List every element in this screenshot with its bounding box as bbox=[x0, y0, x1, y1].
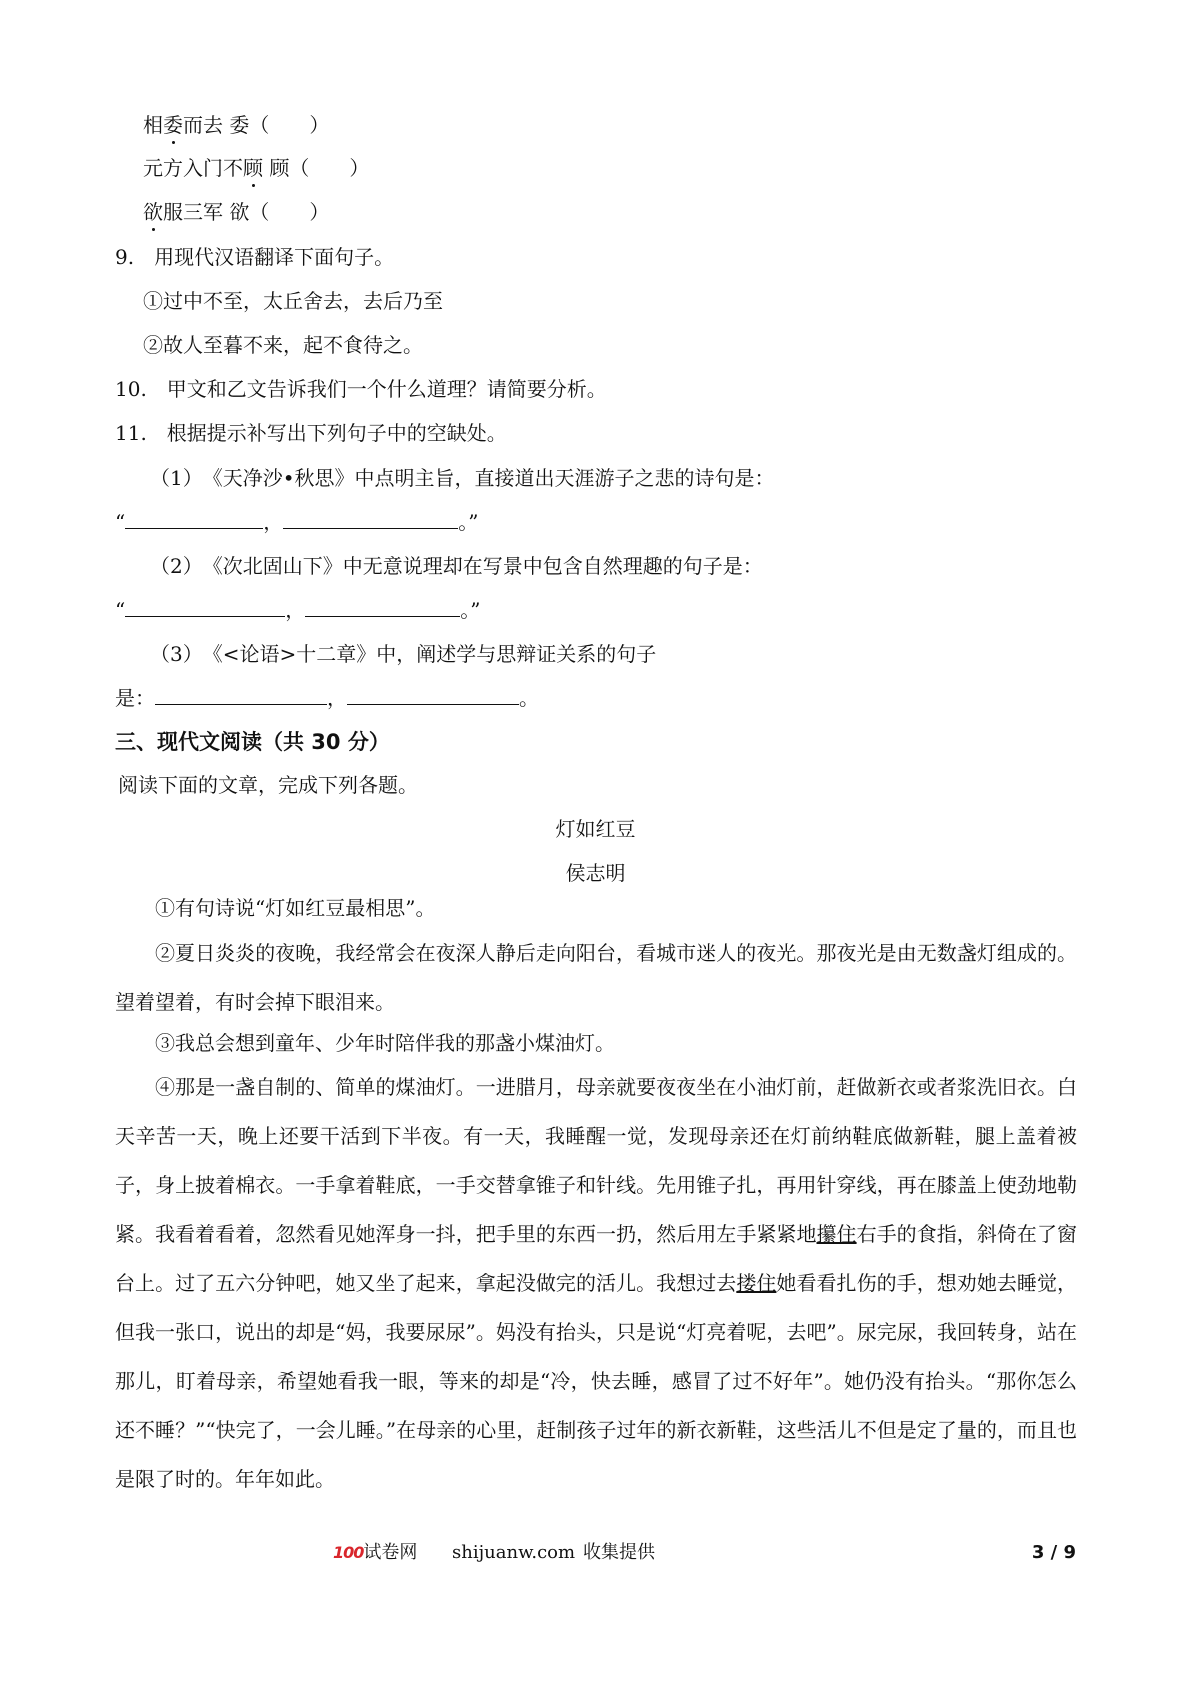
article-title: 灯如红豆 bbox=[555, 817, 636, 841]
q11-part-3-blanks bbox=[115, 684, 539, 712]
answer-blank[interactable] bbox=[305, 598, 460, 617]
q9-sentence-2: ②故人至暮不来，起不食待之。 bbox=[143, 333, 423, 357]
site-logo: 100 bbox=[333, 1543, 364, 1562]
underlined-word-1: 攥住 bbox=[816, 1222, 857, 1246]
q8-item-1-pre: 相 bbox=[143, 113, 163, 137]
section-instruction: 阅读下面的文章，完成下列各题。 bbox=[118, 773, 418, 797]
separator: ， bbox=[285, 598, 306, 622]
answer-blank[interactable] bbox=[155, 686, 327, 705]
q8-item-2-marked-char: 顾 bbox=[243, 156, 263, 180]
close-quote: 。” bbox=[460, 598, 481, 622]
q8-item-1-marked-char: 委 bbox=[163, 113, 183, 137]
paragraph-4-text-c: 她看看扎伤的手，想劝她去睡觉，但我一张口，说出的却是“妈，我要尿尿”。妈没有抬头，只是说“灯亮着呢，去吧”。尿完尿，我回转身，站在那儿，盯着母亲，希望她看我一眼，等来的却是“冷，快去睡，感冒了过不好年”。她仍没有抬头。“那你怎么还不睡？”“快完了，一会儿睡。”在母亲的心里，赶制孩子过年的新衣新鞋，这些活儿不但是定了量的，而且也是限了时的。年年如此。 bbox=[115, 1271, 1078, 1491]
open-quote: “ bbox=[115, 598, 126, 622]
underlined-word-2: 搂住 bbox=[736, 1271, 777, 1295]
site-name: 试卷网 bbox=[363, 1542, 418, 1563]
q8-item-2-pre: 元方入门不 bbox=[143, 156, 243, 180]
q11-part-1-blanks bbox=[115, 508, 478, 536]
article-paragraph-1: ①有句诗说“灯如红豆最相思”。 bbox=[155, 896, 436, 920]
article-paragraph-3: ③我总会想到童年、少年时陪伴我的那盏小煤油灯。 bbox=[155, 1031, 615, 1055]
q8-item-2-post: 顾（ ） bbox=[263, 156, 370, 180]
article-paragraph-4 bbox=[115, 1063, 1077, 1504]
paragraph-4-text-a: ④那是一盏自制的、简单的煤油灯。一进腊月，母亲就要夜夜坐在小油灯前，赶做新衣或者浆洗旧衣。白天辛苦一天，晚上还要干活到下半夜。有一天，我睡醒一觉，发现母亲还在灯前纳鞋底做新鞋，腿上盖着被子，身上披着棉衣。一手拿着鞋底，一手交替拿锥子和针线。先用锥子扎，再用针穿线，再在膝盖上使劲地勒紧。我看着看着，忽然看见她浑身一抖，把手里的东西一扔，然后用左手紧紧地 bbox=[115, 1075, 1077, 1246]
q11-part-3: （3） 《<论语>十二章》中，阐述学与思辩证关系的句子 bbox=[150, 642, 657, 666]
answer-blank[interactable] bbox=[125, 510, 263, 529]
page-number: 3 / 9 bbox=[1031, 1542, 1076, 1563]
q8-item-3 bbox=[143, 198, 329, 226]
footer-url[interactable]: shijuanw.com bbox=[452, 1542, 576, 1563]
q10-stem: 10. 甲文和乙文告诉我们一个什么道理？请简要分析。 bbox=[115, 377, 607, 401]
q11-stem: 11. 根据提示补写出下列句子中的空缺处。 bbox=[115, 421, 507, 445]
separator: ， bbox=[327, 686, 347, 710]
section-heading: 三、现代文阅读（共 30 分） bbox=[115, 730, 390, 754]
footer-brand bbox=[333, 1541, 417, 1565]
answer-blank[interactable] bbox=[283, 510, 458, 529]
q8-item-1-post: 而去 委（ ） bbox=[183, 113, 330, 137]
q9-stem: 9. 用现代汉语翻译下面句子。 bbox=[115, 245, 395, 269]
q8-item-3-post: 服三军 欲（ ） bbox=[163, 200, 330, 224]
answer-blank[interactable] bbox=[347, 686, 519, 705]
q9-sentence-1: ①过中不至，太丘舍去，去后乃至 bbox=[143, 289, 443, 313]
close-quote: 。” bbox=[458, 510, 479, 534]
footer-provided: 收集提供 bbox=[583, 1542, 655, 1563]
article-author: 侯志明 bbox=[565, 861, 626, 885]
answer-blank[interactable] bbox=[125, 598, 285, 617]
article-paragraph-2: ②夏日炎炎的夜晚，我经常会在夜深人静后走向阳台，看城市迷人的夜光。那夜光是由无数盏灯组成的。望着望着，有时会掉下眼泪来。 bbox=[115, 941, 1077, 1014]
q8-item-2 bbox=[143, 154, 369, 182]
paragraph-4-text-b: 右手的食指，斜倚在了窗台上。过了五六分钟吧，她又坐了起来，拿起没做完的活儿。我想过去 bbox=[115, 1222, 1078, 1295]
separator: ， bbox=[263, 510, 284, 534]
lead-text: 是： bbox=[115, 686, 155, 710]
q8-item-3-marked-char: 欲 bbox=[143, 200, 163, 224]
q11-part-2-blanks bbox=[115, 596, 480, 624]
q11-part-2: （2） 《次北固山下》中无意说理却在写景中包含自然理趣的句子是： bbox=[150, 554, 763, 578]
period: 。 bbox=[519, 686, 539, 710]
q8-item-1 bbox=[143, 111, 329, 139]
open-quote: “ bbox=[115, 510, 126, 534]
q11-part-1: （1） 《天净沙•秋思》中点明主旨，直接道出天涯游子之悲的诗句是： bbox=[150, 466, 775, 490]
